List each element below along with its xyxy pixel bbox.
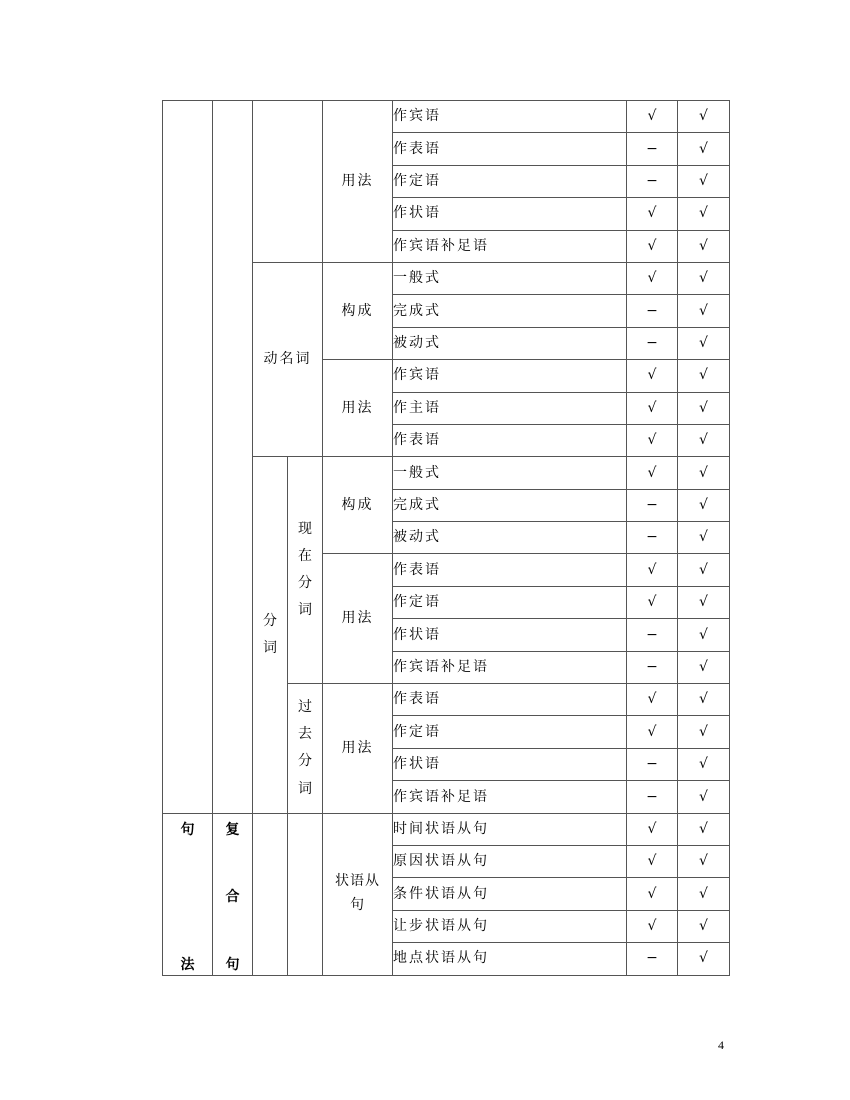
subcategory-cell-empty: [213, 101, 253, 814]
mark-cell: −: [627, 522, 678, 554]
compound-char-1: 复: [225, 821, 240, 838]
mark-cell: √: [627, 424, 678, 456]
mark-cell: √: [678, 684, 730, 716]
mark-cell: √: [678, 392, 730, 424]
mark-cell: √: [678, 748, 730, 780]
item-label: 作定语: [393, 586, 627, 618]
mark-cell: √: [627, 586, 678, 618]
item-label: 作宾语: [393, 101, 627, 133]
usage-label: 用法: [323, 554, 393, 684]
mark-cell: √: [627, 457, 678, 489]
mark-cell: √: [678, 198, 730, 230]
mark-cell: −: [627, 133, 678, 165]
mark-cell: √: [678, 910, 730, 942]
usage-label: 用法: [323, 684, 393, 814]
mark-cell: √: [678, 457, 730, 489]
mark-cell: √: [678, 295, 730, 327]
mark-cell: √: [678, 878, 730, 910]
category-cell-empty: [163, 101, 213, 814]
compound-sentence-cell: [213, 813, 253, 975]
usage-label: 用法: [323, 101, 393, 263]
item-label: 条件状语从句: [393, 878, 627, 910]
item-label: 作表语: [393, 554, 627, 586]
mark-cell: √: [678, 943, 730, 975]
formation-label: 构成: [323, 457, 393, 554]
present-participle-label: 现在分词: [288, 457, 323, 684]
mark-cell: −: [627, 327, 678, 359]
mark-cell: √: [678, 133, 730, 165]
item-label: 作主语: [393, 392, 627, 424]
mark-cell: √: [678, 230, 730, 262]
mark-cell: √: [627, 198, 678, 230]
mark-cell: √: [627, 684, 678, 716]
mark-cell: √: [678, 813, 730, 845]
mark-cell: √: [678, 424, 730, 456]
item-label: 作表语: [393, 684, 627, 716]
item-label: 作定语: [393, 165, 627, 197]
mark-cell: −: [627, 165, 678, 197]
mark-cell: √: [678, 101, 730, 133]
item-label: 作状语: [393, 198, 627, 230]
usage-label: 用法: [323, 360, 393, 457]
mark-cell: √: [627, 910, 678, 942]
mark-cell: √: [678, 716, 730, 748]
mark-cell: −: [627, 748, 678, 780]
grammar-table: [162, 100, 730, 976]
item-label: 原因状语从句: [393, 845, 627, 877]
item-label: 地点状语从句: [393, 943, 627, 975]
mark-cell: √: [627, 360, 678, 392]
item-label: 完成式: [393, 489, 627, 521]
mark-cell: √: [678, 845, 730, 877]
mark-cell: −: [627, 943, 678, 975]
syntax-char-1: 句: [180, 821, 195, 838]
infinitive-cell-empty: [253, 101, 323, 263]
mark-cell: √: [627, 554, 678, 586]
mark-cell: √: [678, 522, 730, 554]
mark-cell: √: [678, 327, 730, 359]
item-label: 作宾语补足语: [393, 651, 627, 683]
empty-cell: [253, 813, 288, 975]
mark-cell: √: [627, 845, 678, 877]
formation-label: 构成: [323, 262, 393, 359]
item-label: 作宾语补足语: [393, 781, 627, 813]
empty-cell: [288, 813, 323, 975]
mark-cell: √: [678, 360, 730, 392]
mark-cell: √: [627, 101, 678, 133]
adverbial-clause-label: 状语从句: [323, 813, 393, 975]
compound-char-2: 合: [225, 889, 240, 906]
syntax-category-cell: [163, 813, 213, 975]
item-label: 完成式: [393, 295, 627, 327]
item-label: 作状语: [393, 619, 627, 651]
item-label: 被动式: [393, 522, 627, 554]
mark-cell: √: [678, 651, 730, 683]
mark-cell: −: [627, 781, 678, 813]
mark-cell: √: [627, 813, 678, 845]
participle-label: 分词: [253, 457, 288, 813]
mark-cell: √: [627, 262, 678, 294]
mark-cell: −: [627, 295, 678, 327]
item-label: 一般式: [393, 262, 627, 294]
mark-cell: √: [627, 716, 678, 748]
mark-cell: √: [678, 262, 730, 294]
mark-cell: √: [627, 878, 678, 910]
page-number: 4: [718, 1038, 724, 1052]
mark-cell: −: [627, 651, 678, 683]
mark-cell: √: [678, 586, 730, 618]
table-row: [163, 101, 730, 133]
item-label: 一般式: [393, 457, 627, 489]
mark-cell: −: [627, 489, 678, 521]
item-label: 作宾语: [393, 360, 627, 392]
mark-cell: √: [678, 554, 730, 586]
item-label: 作状语: [393, 748, 627, 780]
gerund-label: 动名词: [253, 262, 323, 456]
mark-cell: √: [678, 489, 730, 521]
mark-cell: −: [627, 619, 678, 651]
past-participle-label: 过去分词: [288, 684, 323, 814]
mark-cell: √: [678, 619, 730, 651]
mark-cell: √: [678, 165, 730, 197]
item-label: 被动式: [393, 327, 627, 359]
item-label: 时间状语从句: [393, 813, 627, 845]
mark-cell: √: [627, 230, 678, 262]
mark-cell: √: [627, 392, 678, 424]
item-label: 作表语: [393, 424, 627, 456]
item-label: 作表语: [393, 133, 627, 165]
mark-cell: √: [678, 781, 730, 813]
compound-char-3: 句: [225, 956, 240, 973]
table-row: [163, 813, 730, 845]
syntax-char-2: 法: [180, 956, 195, 973]
item-label: 作定语: [393, 716, 627, 748]
item-label: 让步状语从句: [393, 910, 627, 942]
item-label: 作宾语补足语: [393, 230, 627, 262]
